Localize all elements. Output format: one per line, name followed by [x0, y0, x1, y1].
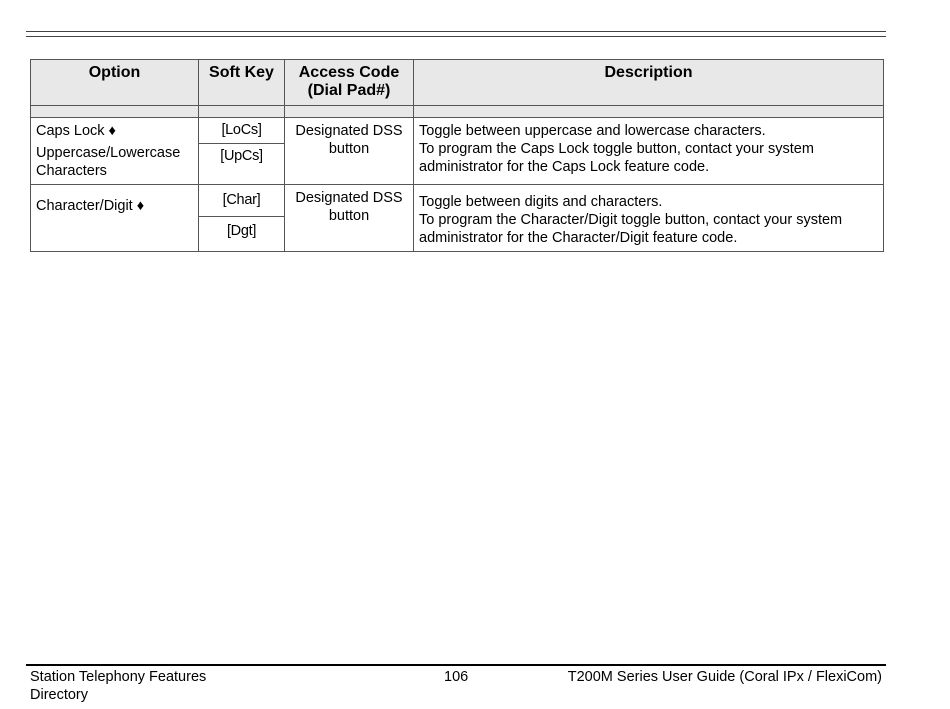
description-line: Toggle between digits and characters.: [419, 194, 663, 210]
header-access-code: [285, 60, 414, 106]
header-soft-key: Soft Key: [199, 60, 285, 106]
header-description: Description: [414, 60, 884, 106]
option-cell: [31, 118, 199, 185]
page-number: 106: [444, 669, 469, 685]
table-row: [31, 185, 884, 217]
spacer-cell: [31, 106, 199, 118]
option-characters: Characters: [36, 163, 107, 179]
footer-rule: [26, 664, 886, 666]
table-row: [31, 118, 884, 144]
spacer-cell: [285, 106, 414, 118]
header-option: Option: [31, 60, 199, 106]
access-code-cell: Designated DSS button: [285, 118, 414, 185]
option-cell: [31, 185, 199, 252]
spacer-cell: [414, 106, 884, 118]
soft-key-char: [Char]: [199, 185, 285, 217]
soft-key-dgt: [Dgt]: [199, 217, 285, 252]
description-line: To program the Caps Lock toggle button, contact your system administrator for the Caps Lock feature code.: [419, 141, 814, 175]
header-spacer-row: [31, 106, 884, 118]
table-header-row: [31, 60, 884, 106]
header-rule-top: [26, 31, 886, 32]
header-access-code-line1: Access Code: [298, 64, 400, 81]
description-line: To program the Character/Digit toggle button, contact your system administrator for the Character/Digit feature code.: [419, 212, 843, 246]
description-cell: [414, 185, 884, 252]
footer-section-title: Station Telephony Features Directory: [30, 669, 207, 703]
header-access-code-line2: (Dial Pad#): [307, 82, 391, 99]
footer-guide-title: T200M Series User Guide (Coral IPx / FlexiCom): [567, 669, 882, 685]
option-uppercase-lowercase: Uppercase/Lowercase: [36, 145, 181, 161]
soft-key-upcs: [UpCs]: [199, 144, 285, 185]
description-line: Toggle between uppercase and lowercase characters.: [419, 123, 766, 139]
option-caps-lock: Caps Lock ♦: [36, 123, 116, 139]
spacer-cell: [199, 106, 285, 118]
features-table: [30, 59, 884, 252]
soft-key-locs: [LoCs]: [199, 118, 285, 144]
option-character-digit: Character/Digit ♦: [36, 198, 145, 214]
description-cell: [414, 118, 884, 185]
access-code-cell: Designated DSS button: [285, 185, 414, 252]
header-rule-bottom: [26, 36, 886, 37]
